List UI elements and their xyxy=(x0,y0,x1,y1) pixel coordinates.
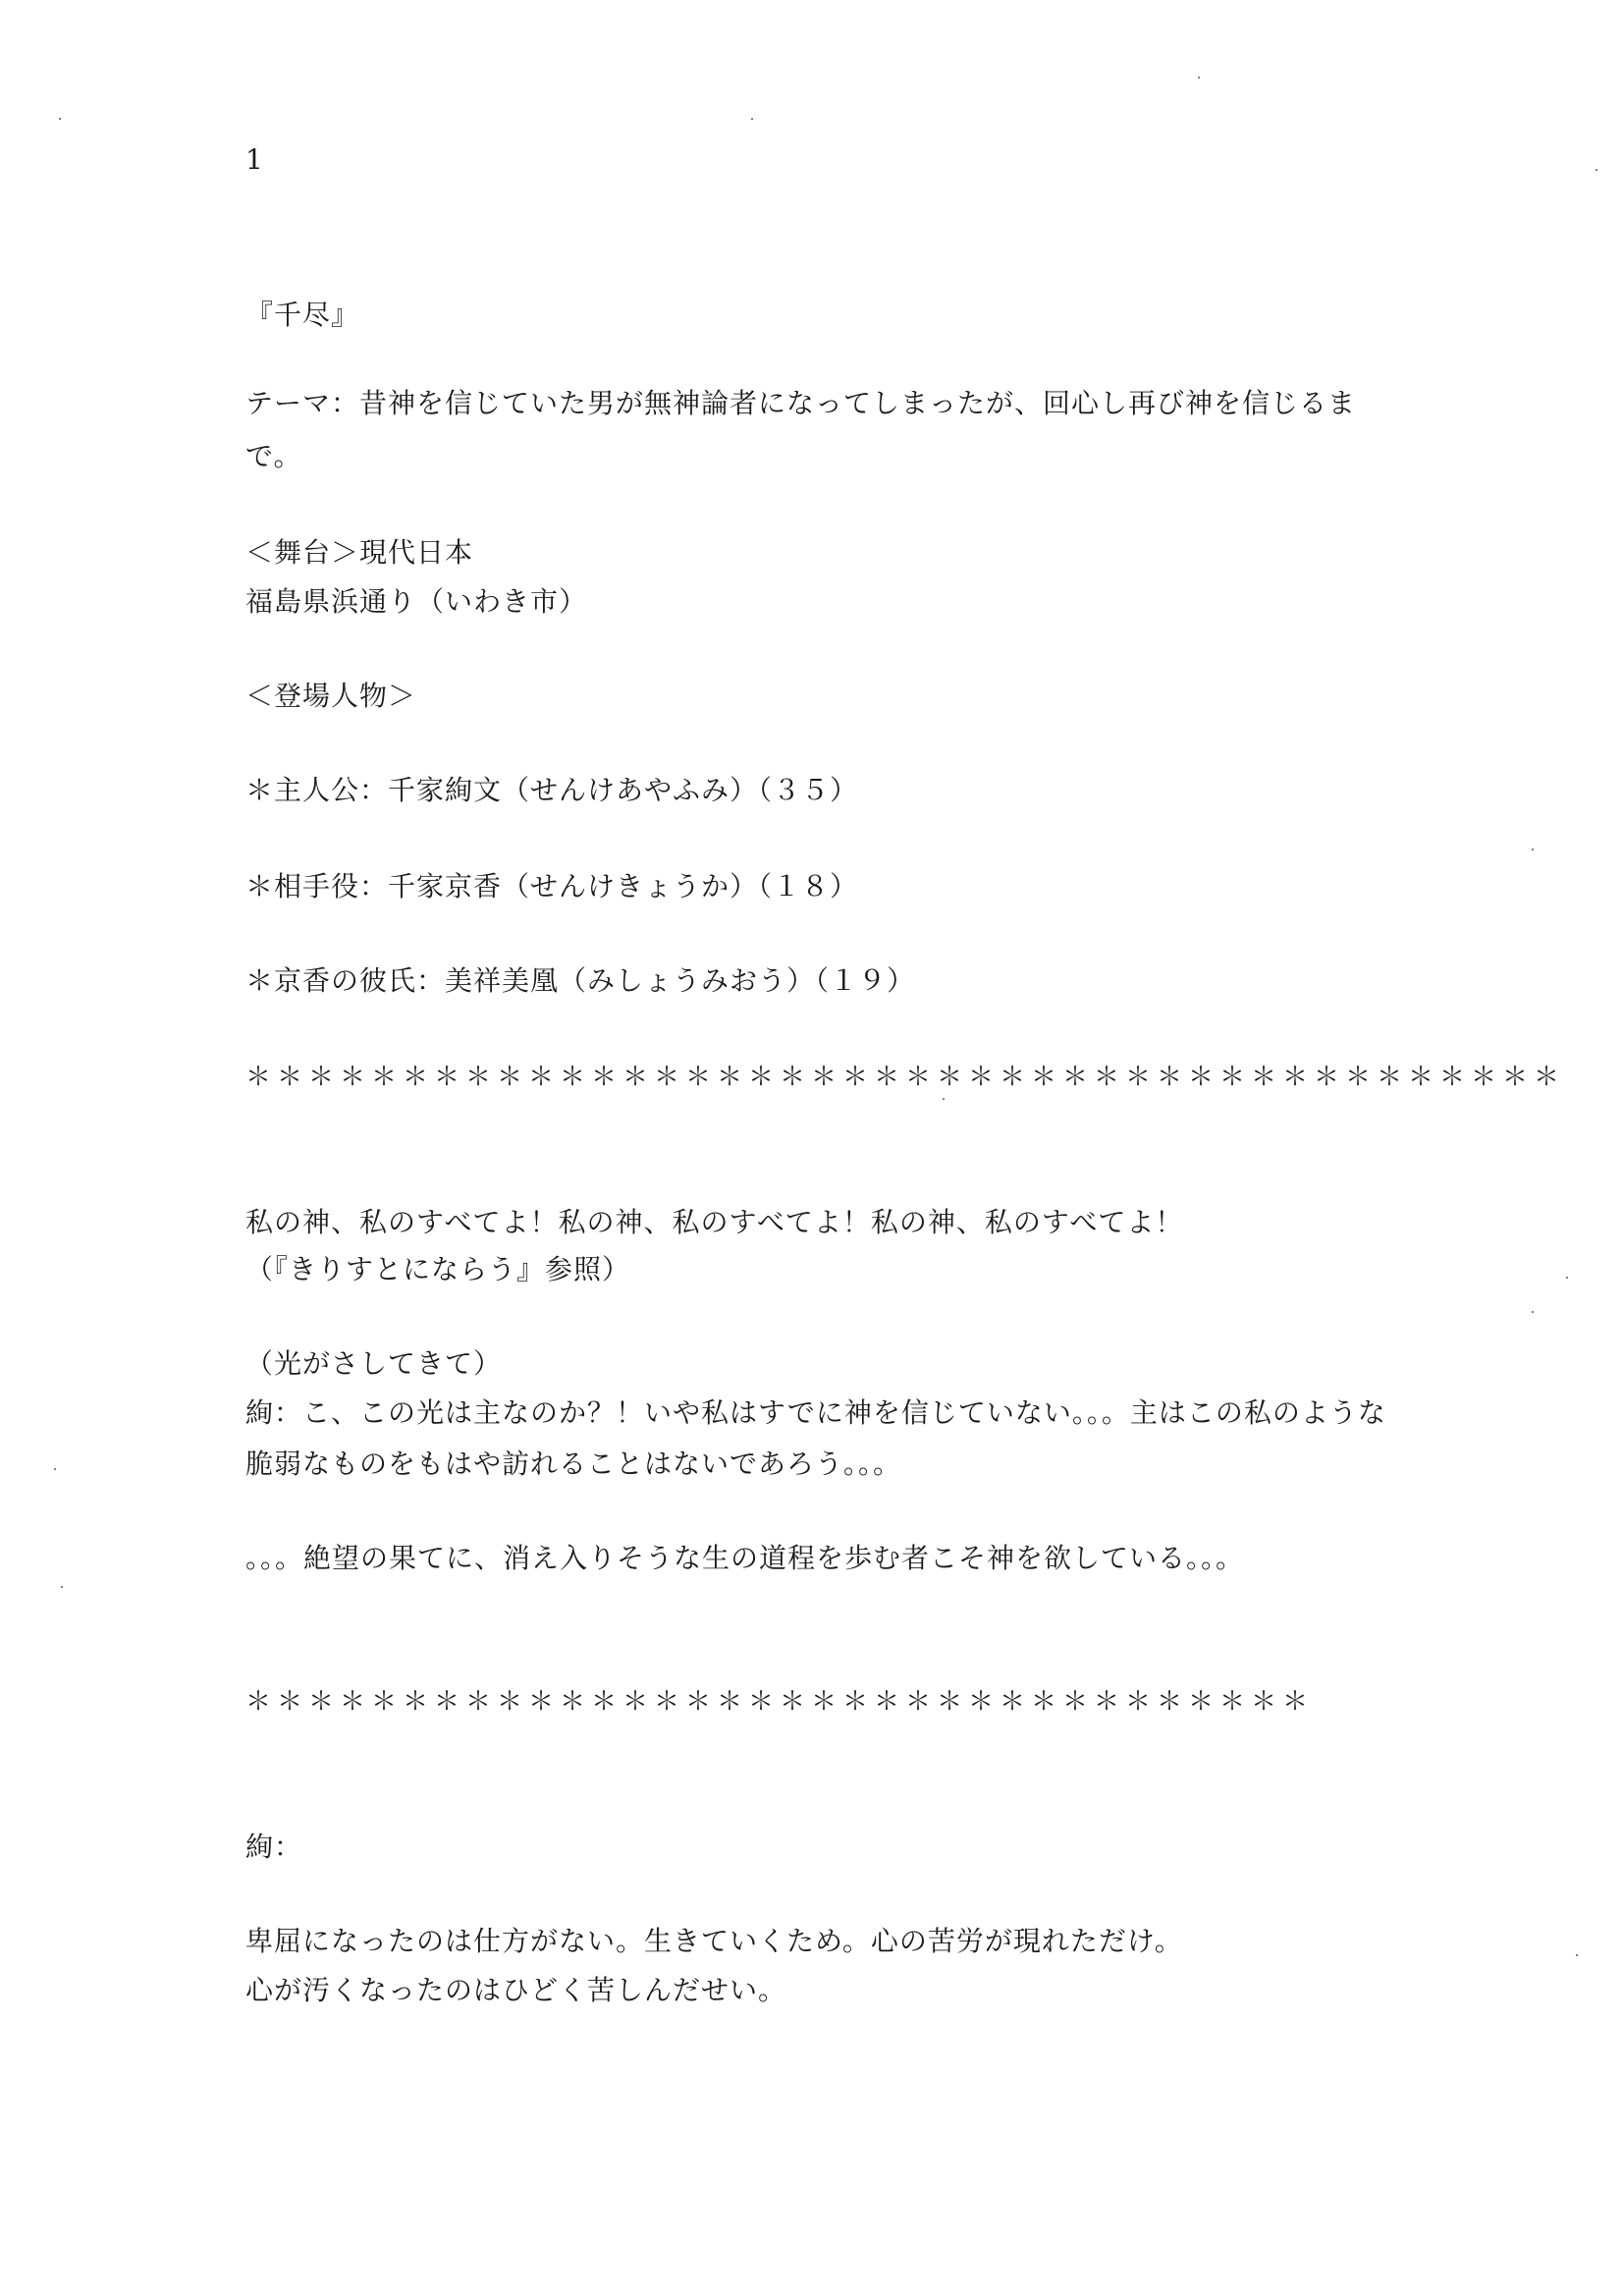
scan-speck xyxy=(943,1098,945,1100)
stage-label: ＜舞台＞現代日本 xyxy=(245,536,474,569)
theme-line-1: テーマ：昔神を信じていた男が無神論者になってしまったが、回心し再び神を信じるま xyxy=(245,387,1357,419)
scan-speck xyxy=(54,1468,56,1470)
separator-long: ＊＊＊＊＊＊＊＊＊＊＊＊＊＊＊＊＊＊＊＊＊＊＊＊＊＊＊＊＊＊＊＊＊＊＊＊＊＊＊＊＊＊ xyxy=(245,1063,1566,1092)
character-counterpart: ＊相手役：千家京香（せんけきょうか）（１８） xyxy=(245,870,859,902)
scan-speck xyxy=(1198,77,1200,79)
dialogue-line-2: 脆弱なものをもはや訪れることはないであろう。。。 xyxy=(245,1448,902,1480)
theme-line-2: で。 xyxy=(245,440,302,472)
scan-speck xyxy=(1566,1277,1568,1279)
document-title: 『千尽』 xyxy=(245,299,360,331)
scan-speck xyxy=(751,118,753,120)
scan-speck xyxy=(61,1586,63,1588)
stage-direction: （光がさしてきて） xyxy=(245,1347,503,1380)
page-number: 1 xyxy=(245,143,263,176)
scan-speck xyxy=(1532,1311,1534,1313)
chant-line: 私の神、私のすべてよ！私の神、私のすべてよ！私の神、私のすべてよ！ xyxy=(245,1206,1184,1238)
scan-speck xyxy=(1576,1954,1578,1956)
scan-speck xyxy=(1596,169,1597,171)
character-boyfriend: ＊京香の彼氏：美祥美凰（みしょうみおう）（１９） xyxy=(245,964,916,997)
scan-speck xyxy=(59,118,61,120)
monologue-line-1: 卑屈になったのは仕方がない。生きていくため。心の苦労が現れただけ。 xyxy=(245,1925,1183,1957)
scan-speck xyxy=(1532,848,1534,850)
dialogue-line-3: 。。。絶望の果てに、消え入りそうな生の道程を歩む者こそ神を欲している。。。 xyxy=(245,1542,1245,1574)
dialogue-line-1: 絢：こ、この光は主なのか？！いや私はすでに神を信じていない。。。主はこの私のような xyxy=(245,1396,1386,1429)
monologue-line-2: 心が汚くなったのはひどく苦しんだせい。 xyxy=(245,1974,787,2006)
stage-place: 福島県浜通り（いわき市） xyxy=(245,585,588,618)
characters-label: ＜登場人物＞ xyxy=(245,680,417,712)
speaker-label: 絢： xyxy=(245,1831,303,1863)
chant-reference: （『きりすとにならう』参照） xyxy=(245,1253,631,1285)
separator-short: ＊＊＊＊＊＊＊＊＊＊＊＊＊＊＊＊＊＊＊＊＊＊＊＊＊＊＊＊＊＊＊＊＊＊ xyxy=(245,1687,1315,1717)
character-protagonist: ＊主人公：千家絢文（せんけあやふみ）（３５） xyxy=(245,774,859,806)
